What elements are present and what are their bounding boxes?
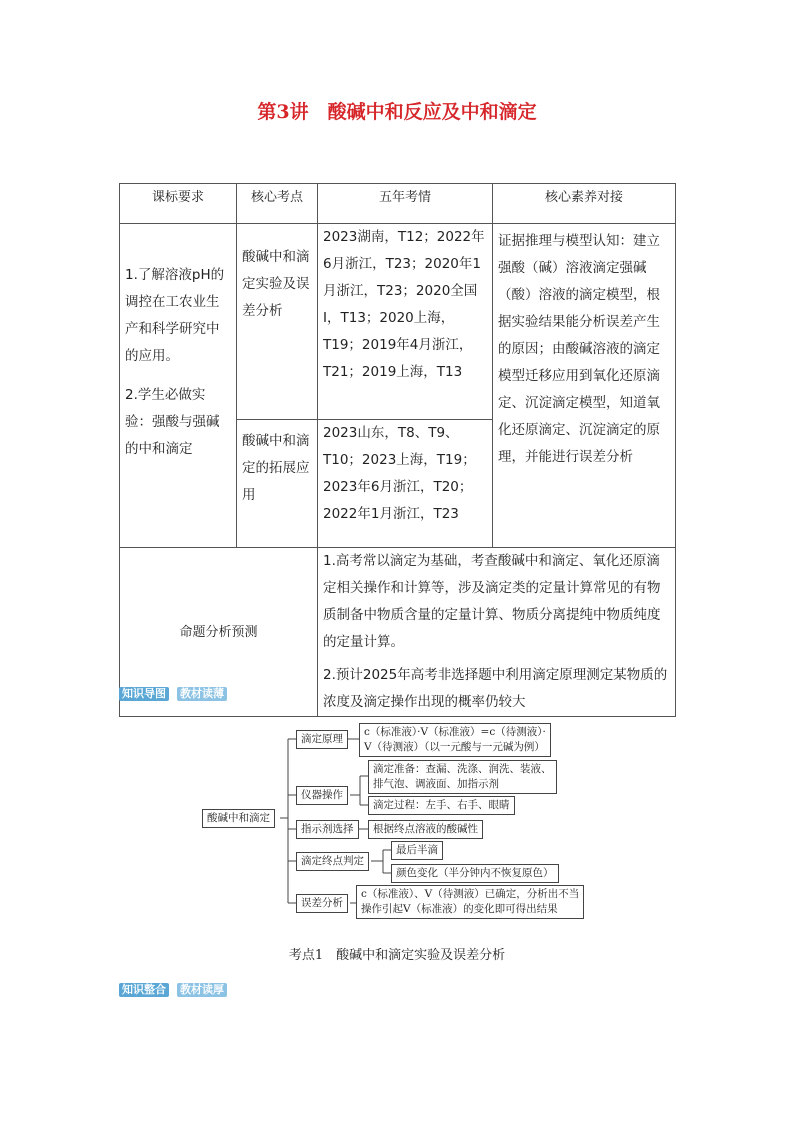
mindmap-root: 酸碱中和滴定 [202, 809, 275, 828]
header-literacy: 核心素养对接 [493, 184, 676, 224]
section-title: 考点1 酸碱中和滴定实验及误差分析 [288, 948, 506, 963]
error-detail-line-2: 操作引起V（标准液）的变化即可得出结果 [361, 903, 558, 915]
instrument-prep-line-2: 排气泡、调液面、加指示剂 [373, 778, 499, 790]
page-title: 第3讲 酸碱中和反应及中和滴定 [257, 101, 537, 123]
principle-detail-line-1: c（标准液）·V（标准液）=c（待测液）· [364, 726, 546, 738]
header-points: 核心考点 [237, 184, 318, 224]
error-detail-line-1: c（标准液）、V（待测液）已确定，分析出不当 [361, 888, 580, 900]
tag-textbook-thin: 教材读薄 [177, 687, 227, 701]
branch-endpoint: 滴定终点判定 [296, 852, 369, 871]
instrument-process: 滴定过程：左手、右手、眼睛 [368, 796, 515, 815]
requirement-1: 1.了解溶液pH的调控在工农业生产和科学研究中的应用。 [125, 267, 225, 364]
branch-indicator: 指示剂选择 [296, 820, 359, 839]
forecast-label: 命题分析预测 [120, 548, 318, 717]
point-2-name: 酸碱中和滴定的拓展应用 [237, 420, 318, 548]
forecast-2: 2.预计2025年高考非选择题中利用滴定原理测定某物质的浓度及滴定操作出现的概率仍较大 [323, 667, 668, 710]
tag-knowledge-integrate: 知识整合 [119, 983, 169, 997]
tag-knowledge-map: 知识导图 [119, 687, 169, 701]
instrument-prep-line-1: 滴定准备：查漏、洗涤、润洗、装液、 [373, 763, 552, 775]
header-requirements: 课标要求 [120, 184, 237, 224]
point-1-name: 酸碱中和滴定实验及误差分析 [237, 224, 318, 420]
indicator-detail: 根据终点溶液的酸碱性 [368, 820, 483, 839]
header-exams: 五年考情 [318, 184, 493, 224]
endpoint-item-1: 最后半滴 [391, 841, 443, 860]
branch-error: 误差分析 [296, 894, 348, 913]
point-2-exams: 2023山东，T8、T9、T10；2023上海，T19；2023年6月浙江，T20；2022年1月浙江，T23 [318, 420, 493, 548]
principle-detail-line-2: V（待测液）（以一元酸与一元碱为例） [364, 741, 545, 753]
instrument-prep [368, 760, 557, 794]
principle-detail [359, 723, 551, 757]
tag-textbook-thick: 教材读厚 [177, 983, 227, 997]
endpoint-item-2: 颜色变化（半分钟内不恢复原色） [391, 864, 559, 883]
forecast-1: 1.高考常以滴定为基础，考查酸碱中和滴定、氧化还原滴定相关操作和计算等，涉及滴定类的定量计算常见的有物质制备中物质含量的定量计算、物质分离提纯中物质纯度的定量计算。 [323, 553, 661, 650]
branch-principle: 滴定原理 [296, 730, 348, 749]
point-1-exams: 2023湖南，T12；2022年6月浙江，T23；2020年1月浙江，T23；2020全国Ⅰ，T13；2020上海，T19；2019年4月浙江，T21；2019上海，T13 [318, 224, 493, 420]
requirement-2: 2.学生必做实验：强酸与强碱的中和滴定 [125, 387, 220, 457]
branch-instrument: 仪器操作 [296, 786, 348, 805]
error-detail [356, 885, 584, 919]
literacy-cell: 证据推理与模型认知：建立强酸（碱）溶液滴定强碱（酸）溶液的滴定模型，根据实验结果能分析误差产生的原因；由酸碱溶液的滴定模型迁移应用到氧化还原滴定、沉淀滴定模型，知道氧化还原滴定、沉淀滴定的原理，并能进行误差分析 [493, 224, 676, 548]
